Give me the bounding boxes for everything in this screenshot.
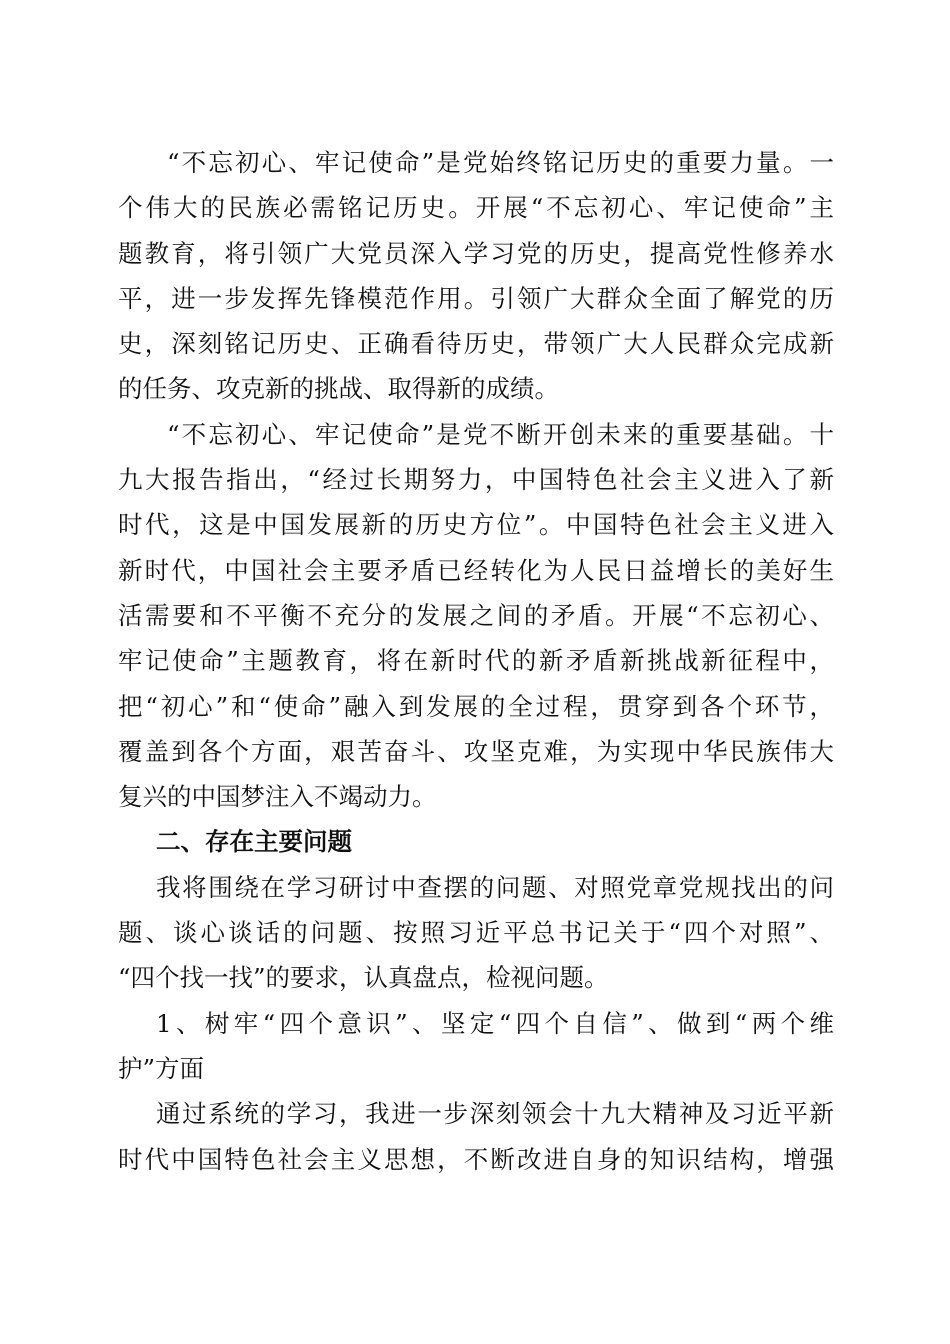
paragraph-line: “不忘初心、牢记使命”是党不断开创未来的重要基础。十 (167, 419, 834, 449)
section-heading: 二、存在主要问题 (156, 827, 352, 857)
paragraph-3 (118, 865, 834, 1001)
paragraph-line: 通过系统的学习，我进一步深刻领会十九大精神及习近平新 (156, 1099, 834, 1129)
paragraph-line: 个伟大的民族必需铭记历史。开展“不忘初心、牢记使命”主 (118, 193, 834, 223)
paragraph-line: 覆盖到各个方面，艰苦奋斗、攻坚克难，为实现中华民族伟大 (118, 736, 834, 766)
paragraph-line: 题、谈心谈话的问题、按照习近平总书记关于“四个对照”、 (118, 918, 834, 948)
paragraph-line: 的任务、攻克新的挑战、取得新的成绩。 (118, 374, 559, 404)
subheading-line: 1、树牢“四个意识”、坚定“四个自信”、做到“两个维 (156, 1008, 834, 1038)
paragraph-line: 题教育，将引领广大党员深入学习党的历史，提高党性修养水 (118, 238, 834, 268)
paragraph-line: 时代中国特色社会主义思想，不断改进自身的知识结构，增强 (118, 1144, 834, 1174)
paragraph-line: 史，深刻铭记历史、正确看待历史，带领广大人民群众完成新 (118, 329, 834, 359)
subheading-1 (118, 1001, 834, 1092)
paragraph-line: 活需要和不平衡不充分的发展之间的矛盾。开展“不忘初心、 (118, 600, 834, 630)
paragraph-line: 复兴的中国梦注入不竭动力。 (118, 782, 437, 812)
paragraph-line: 时代，这是中国发展新的历史方位”。中国特色社会主义进入 (118, 510, 834, 540)
paragraph-line: “不忘初心、牢记使命”是党始终铭记历史的重要力量。一 (167, 148, 834, 177)
paragraph-line: 平，进一步发挥先锋模范作用。引领广大群众全面了解党的历 (118, 283, 834, 313)
paragraph-1 (118, 140, 834, 412)
paragraph-line: 牢记使命”主题教育，将在新时代的新矛盾新挑战新征程中， (118, 646, 834, 676)
subheading-line: 护”方面 (118, 1053, 205, 1083)
document-page (118, 140, 834, 1182)
paragraph-2 (118, 412, 834, 820)
paragraph-line: “四个找一找”的要求，认真盘点，检视问题。 (118, 963, 609, 993)
paragraph-line: 我将围绕在学习研讨中查摆的问题、对照党章党规找出的问 (156, 872, 834, 902)
paragraph-line: 把“初心”和“使命”融入到发展的全过程，贯穿到各个环节， (118, 691, 834, 721)
paragraph-4 (118, 1091, 834, 1182)
paragraph-line: 新时代，中国社会主要矛盾已经转化为人民日益增长的美好生 (118, 555, 834, 585)
paragraph-line: 九大报告指出，“经过长期努力，中国特色社会主义进入了新 (118, 465, 834, 495)
